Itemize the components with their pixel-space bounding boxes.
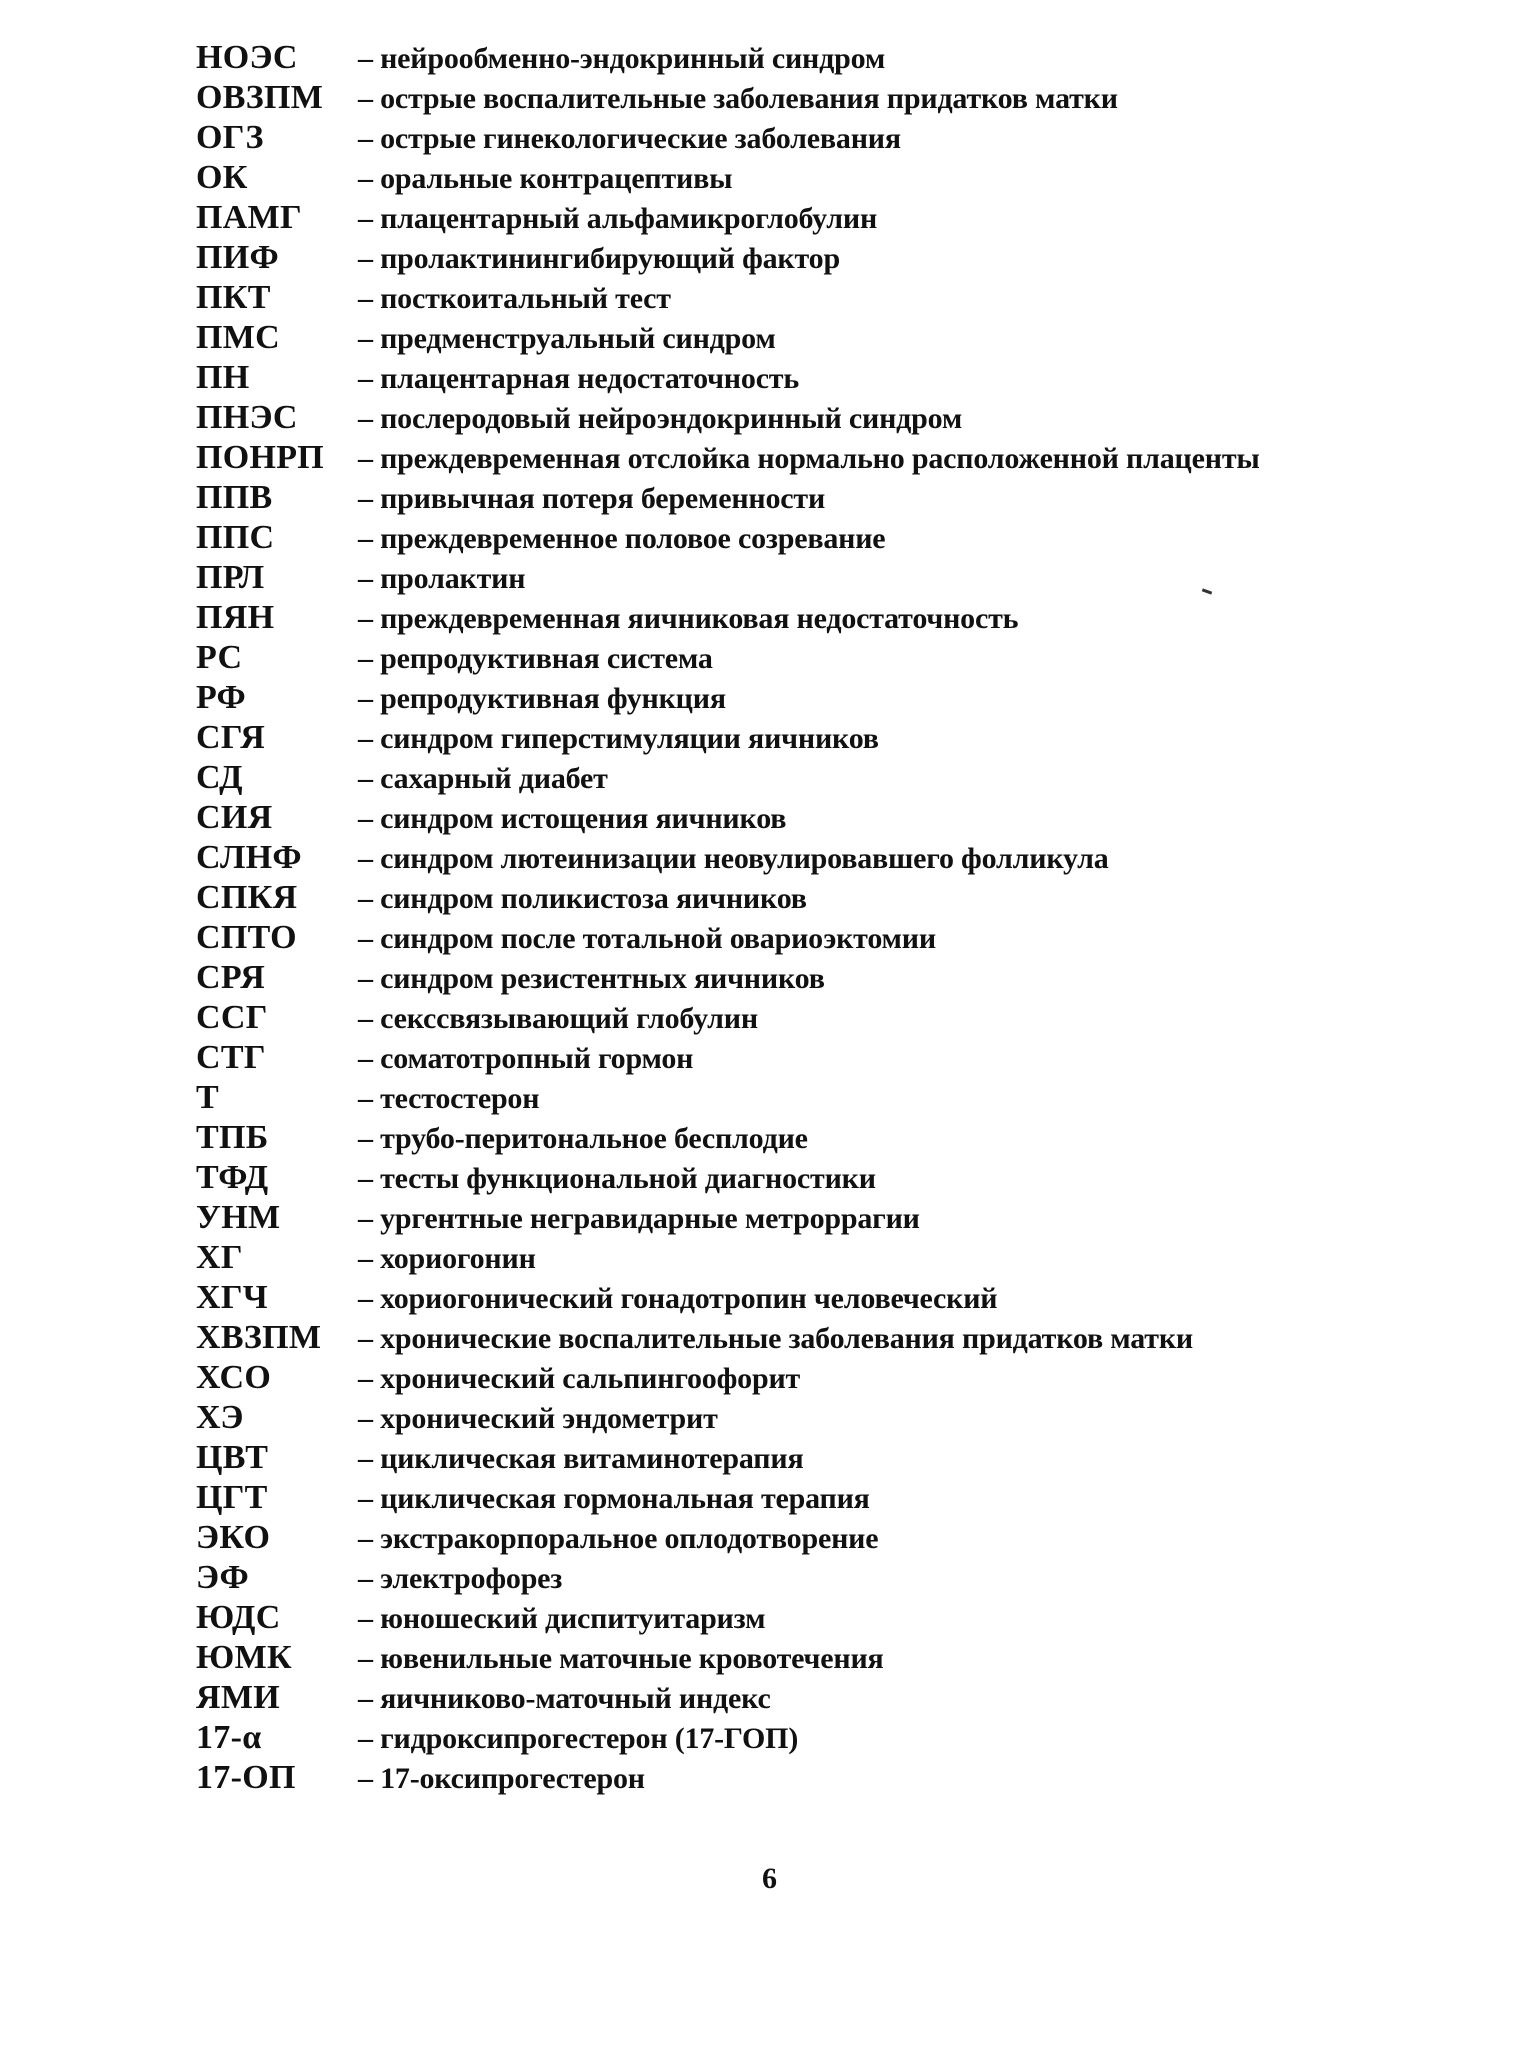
page-number: 6 xyxy=(762,1862,777,1895)
abbreviation-definition: – тестостерон xyxy=(358,1082,540,1115)
abbreviation-definition: – юношеский диспитуитаризм xyxy=(358,1602,766,1635)
abbreviation-row xyxy=(196,1398,1396,1438)
abbreviation-row xyxy=(196,358,1396,398)
abbreviation-row xyxy=(196,998,1396,1038)
abbreviation-row xyxy=(196,238,1396,278)
abbreviation-definition: – репродуктивная функция xyxy=(358,682,726,715)
abbreviation-definition: – преждевременная яичниковая недостаточность xyxy=(358,602,1019,635)
abbreviation-definition: – тесты функциональной диагностики xyxy=(358,1162,876,1195)
abbreviation-term: ПОНРП xyxy=(196,439,325,476)
abbreviation-term: СИЯ xyxy=(196,799,273,836)
abbreviation-term: ЮДС xyxy=(196,1599,281,1636)
abbreviation-definition: – привычная потеря беременности xyxy=(358,482,826,515)
abbreviation-term: ППС xyxy=(196,519,275,556)
abbreviation-row xyxy=(196,318,1396,358)
abbreviation-definition: – синдром после тотальной овариоэктомии xyxy=(358,922,936,955)
abbreviation-term: СД xyxy=(196,759,243,796)
abbreviation-term: ЦВТ xyxy=(196,1439,269,1476)
abbreviation-term: ОК xyxy=(196,159,248,196)
abbreviation-definition: – синдром гиперстимуляции яичников xyxy=(358,722,879,755)
abbreviation-row xyxy=(196,1198,1396,1238)
abbreviation-definition: – синдром резистентных яичников xyxy=(358,962,825,995)
abbreviation-definition: – синдром истощения яичников xyxy=(358,802,787,835)
abbreviation-row xyxy=(196,158,1396,198)
abbreviation-term: 17-ОП xyxy=(196,1759,296,1796)
abbreviation-definition: – сахарный диабет xyxy=(358,762,608,795)
abbreviation-definition: – пролактин xyxy=(358,562,526,595)
abbreviation-row xyxy=(196,918,1396,958)
abbreviation-row xyxy=(196,38,1396,78)
abbreviation-definition: – хронический эндометрит xyxy=(358,1402,718,1435)
abbreviation-definition: – ювенильные маточные кровотечения xyxy=(358,1642,884,1675)
abbreviation-term: СГЯ xyxy=(196,719,266,756)
abbreviation-term: ПИФ xyxy=(196,239,279,276)
abbreviation-row xyxy=(196,1718,1396,1758)
abbreviation-term: ЭКО xyxy=(196,1519,271,1556)
abbreviation-row xyxy=(196,958,1396,998)
abbreviation-term: ПЯН xyxy=(196,599,275,636)
abbreviation-row xyxy=(196,1118,1396,1158)
abbreviation-list xyxy=(196,38,1396,1798)
abbreviation-row xyxy=(196,1558,1396,1598)
abbreviation-row xyxy=(196,398,1396,438)
abbreviation-row xyxy=(196,1278,1396,1318)
abbreviation-term: РФ xyxy=(196,679,246,716)
abbreviation-definition: – плацентарная недостаточность xyxy=(358,362,800,395)
abbreviation-term: СРЯ xyxy=(196,959,266,996)
abbreviation-definition: – преждевременная отслойка нормально расположенной плаценты xyxy=(358,442,1260,475)
abbreviation-term: ТФД xyxy=(196,1159,269,1196)
abbreviation-term: ПРЛ xyxy=(196,559,265,596)
abbreviation-term: Т xyxy=(196,1079,219,1116)
abbreviation-definition: – синдром поликистоза яичников xyxy=(358,882,807,915)
abbreviation-row xyxy=(196,278,1396,318)
abbreviation-definition: – послеродовый нейроэндокринный синдром xyxy=(358,402,963,435)
abbreviation-row xyxy=(196,718,1396,758)
abbreviation-definition: – 17-оксипрогестерон xyxy=(358,1762,645,1795)
abbreviation-row xyxy=(196,1078,1396,1118)
abbreviation-definition: – репродуктивная система xyxy=(358,642,713,675)
abbreviation-row xyxy=(196,1358,1396,1398)
abbreviation-definition: – хронический сальпингоофорит xyxy=(358,1362,801,1395)
abbreviation-row xyxy=(196,118,1396,158)
abbreviation-term: ССГ xyxy=(196,999,268,1036)
abbreviation-definition: – ургентные негравидарные метроррагии xyxy=(358,1202,920,1235)
abbreviation-term: РС xyxy=(196,639,243,676)
abbreviation-term: ЭФ xyxy=(196,1559,250,1596)
abbreviation-term: ХГ xyxy=(196,1239,243,1276)
abbreviation-definition: – синдром лютеинизации неовулировавшего фолликула xyxy=(358,842,1109,875)
abbreviation-definition: – пролактинингибирующий фактор xyxy=(358,242,840,275)
abbreviation-row xyxy=(196,78,1396,118)
abbreviation-term: СТГ xyxy=(196,1039,266,1076)
abbreviation-definition: – хориогонический гонадотропин человеческий xyxy=(358,1282,998,1315)
abbreviation-definition: – оральные контрацептивы xyxy=(358,162,733,195)
abbreviation-term: ХСО xyxy=(196,1359,272,1396)
abbreviation-row xyxy=(196,1318,1396,1358)
abbreviation-term: ПАМГ xyxy=(196,199,302,236)
abbreviation-row xyxy=(196,1678,1396,1718)
abbreviation-term: ЮМК xyxy=(196,1639,292,1676)
abbreviation-term: ХЭ xyxy=(196,1399,244,1436)
abbreviation-row xyxy=(196,438,1396,478)
abbreviation-row xyxy=(196,1638,1396,1678)
abbreviation-definition: – соматотропный гормон xyxy=(358,1042,694,1075)
abbreviation-definition: – циклическая витаминотерапия xyxy=(358,1442,804,1475)
abbreviation-row xyxy=(196,878,1396,918)
abbreviation-row xyxy=(196,798,1396,838)
abbreviation-definition: – гидроксипрогестерон (17-ГОП) xyxy=(358,1722,799,1755)
abbreviation-term: СПТО xyxy=(196,919,297,956)
abbreviation-row xyxy=(196,1158,1396,1198)
abbreviation-row xyxy=(196,1478,1396,1518)
abbreviation-row xyxy=(196,1438,1396,1478)
abbreviation-definition: – хронические воспалительные заболевания придатков матки xyxy=(358,1322,1194,1355)
abbreviation-term: ТПБ xyxy=(196,1119,269,1156)
abbreviation-definition: – нейрообменно-эндокринный синдром xyxy=(358,42,886,75)
abbreviation-term: 17-α xyxy=(196,1719,262,1756)
abbreviation-definition: – циклическая гормональная терапия xyxy=(358,1482,870,1515)
abbreviation-definition: – посткоитальный тест xyxy=(358,282,671,315)
abbreviation-definition: – хориогонин xyxy=(358,1242,536,1275)
abbreviation-term: ПН xyxy=(196,359,250,396)
abbreviation-row xyxy=(196,1518,1396,1558)
abbreviation-row xyxy=(196,518,1396,558)
abbreviation-row xyxy=(196,478,1396,518)
abbreviation-row xyxy=(196,638,1396,678)
abbreviation-row xyxy=(196,598,1396,638)
abbreviation-definition: – острые гинекологические заболевания xyxy=(358,122,901,155)
abbreviation-definition: – плацентарный альфамикроглобулин xyxy=(358,202,878,235)
abbreviation-term: УНМ xyxy=(196,1199,281,1236)
abbreviation-term: НОЭС xyxy=(196,39,298,76)
abbreviation-definition: – острые воспалительные заболевания придатков матки xyxy=(358,82,1118,115)
abbreviation-term: ХВЗПМ xyxy=(196,1319,322,1356)
abbreviation-term: ПМС xyxy=(196,319,280,356)
abbreviation-term: ХГЧ xyxy=(196,1279,269,1316)
abbreviation-row xyxy=(196,838,1396,878)
abbreviation-definition: – предменструальный синдром xyxy=(358,322,776,355)
abbreviation-definition: – экстракорпоральное оплодотворение xyxy=(358,1522,879,1555)
abbreviation-row xyxy=(196,1038,1396,1078)
abbreviation-term: ЦГТ xyxy=(196,1479,268,1516)
abbreviation-row xyxy=(196,758,1396,798)
abbreviation-term: СПКЯ xyxy=(196,879,298,916)
abbreviation-term: ПНЭС xyxy=(196,399,298,436)
abbreviation-row xyxy=(196,1598,1396,1638)
abbreviation-definition: – электрофорез xyxy=(358,1562,563,1595)
abbreviation-term: ЯМИ xyxy=(196,1679,280,1716)
abbreviation-row xyxy=(196,558,1396,598)
abbreviation-row xyxy=(196,198,1396,238)
abbreviation-row xyxy=(196,1238,1396,1278)
abbreviation-term: ПКТ xyxy=(196,279,271,316)
abbreviation-definition: – яичниково-маточный индекс xyxy=(358,1682,771,1715)
abbreviation-term: ППВ xyxy=(196,479,273,516)
abbreviation-definition: – сексcвязывающий глобулин xyxy=(358,1002,758,1035)
abbreviation-row xyxy=(196,1758,1396,1798)
abbreviation-term: СЛНФ xyxy=(196,839,302,876)
abbreviation-definition: – преждевременное половое созревание xyxy=(358,522,886,555)
abbreviation-row xyxy=(196,678,1396,718)
abbreviation-term: ОГЗ xyxy=(196,119,264,156)
abbreviation-definition: – трубо-перитональное бесплодие xyxy=(358,1122,808,1155)
abbreviation-term: ОВЗПМ xyxy=(196,79,324,116)
